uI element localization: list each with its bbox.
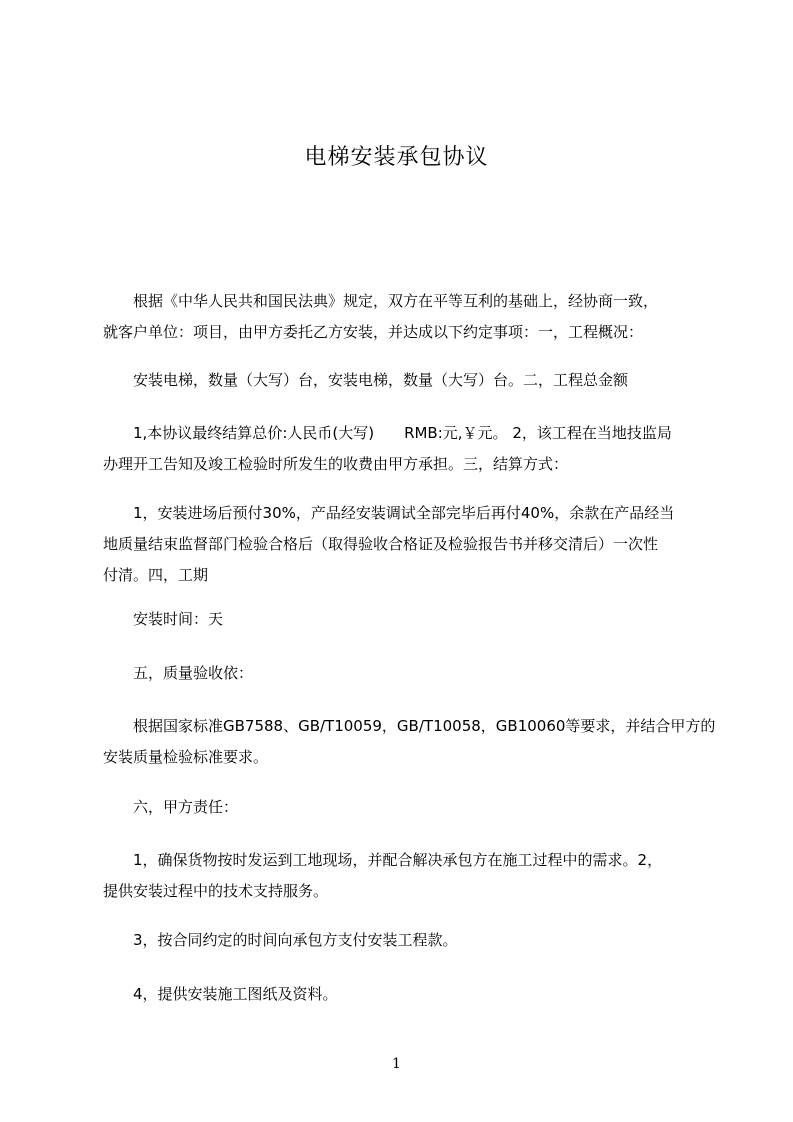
paragraph-line: 五，质量验收依： [103, 664, 254, 682]
paragraph-line: 安装质量检验标准要求。 [103, 748, 269, 766]
paragraph-elevator-quantity [103, 365, 715, 396]
section-heading-party-a [103, 792, 715, 823]
paragraph-line: 安装电梯，数量（大写）台，安装电梯，数量（大写）台。二，工程总金额 [103, 371, 629, 389]
paragraph-line: 地质量结束监督部门检验合格后（取得验收合格证及检验报告书并移交清后）一次性 [103, 535, 659, 553]
paragraph-party-a-duty-3 [103, 925, 715, 956]
paragraph-line: 4，提供安装施工图纸及资料。 [103, 985, 338, 1003]
paragraph-line: 提供安装过程中的技术支持服务。 [103, 882, 329, 900]
paragraph-line: 3，按合同约定的时间向承包方支付安装工程款。 [103, 931, 458, 949]
section-heading-quality [103, 658, 715, 689]
paragraph-total-amount [103, 418, 715, 480]
paragraph-line: 1，安装进场后预付30%，产品经安装调试全部完毕后再付40%，余款在产品经当 [103, 504, 675, 522]
paragraph-line: 安装时间：天 [103, 610, 224, 628]
document-title: 电梯安装承包协议 [304, 145, 489, 170]
paragraph-installation-time [103, 604, 715, 635]
page-number: 1 [392, 1056, 401, 1072]
paragraph-line: 六，甲方责任： [103, 798, 239, 816]
paragraph-intro [103, 286, 715, 348]
paragraph-line: 付清。四，工期 [103, 566, 209, 584]
paragraph-payment-terms [103, 498, 715, 591]
paragraph-line: 根据《中华人民共和国民法典》规定，双方在平等互利的基础上，经协商一致， [103, 292, 659, 310]
paragraph-line: 1,本协议最终结算总价:人民币(大写) RMB:元,￥元。 2，该工程在当地技监局 [103, 424, 672, 442]
paragraph-line: 就客户单位：项目，由甲方委托乙方安装，并达成以下约定事项：一，工程概况： [103, 323, 644, 341]
paragraph-party-a-duty-4 [103, 979, 715, 1010]
paragraph-line: 1，确保货物按时发运到工地现场，并配合解决承包方在施工过程中的需求。2， [103, 851, 663, 869]
paragraph-line: 办理开工告知及竣工检验时所发生的收费由甲方承担。三，结算方式： [103, 455, 569, 473]
paragraph-quality-standards [103, 711, 715, 773]
paragraph-party-a-duty-1 [103, 845, 715, 907]
paragraph-line: 根据国家标准GB7588、GB/T10059，GB/T10058，GB10060等要求，并结合甲方的 [103, 717, 716, 735]
